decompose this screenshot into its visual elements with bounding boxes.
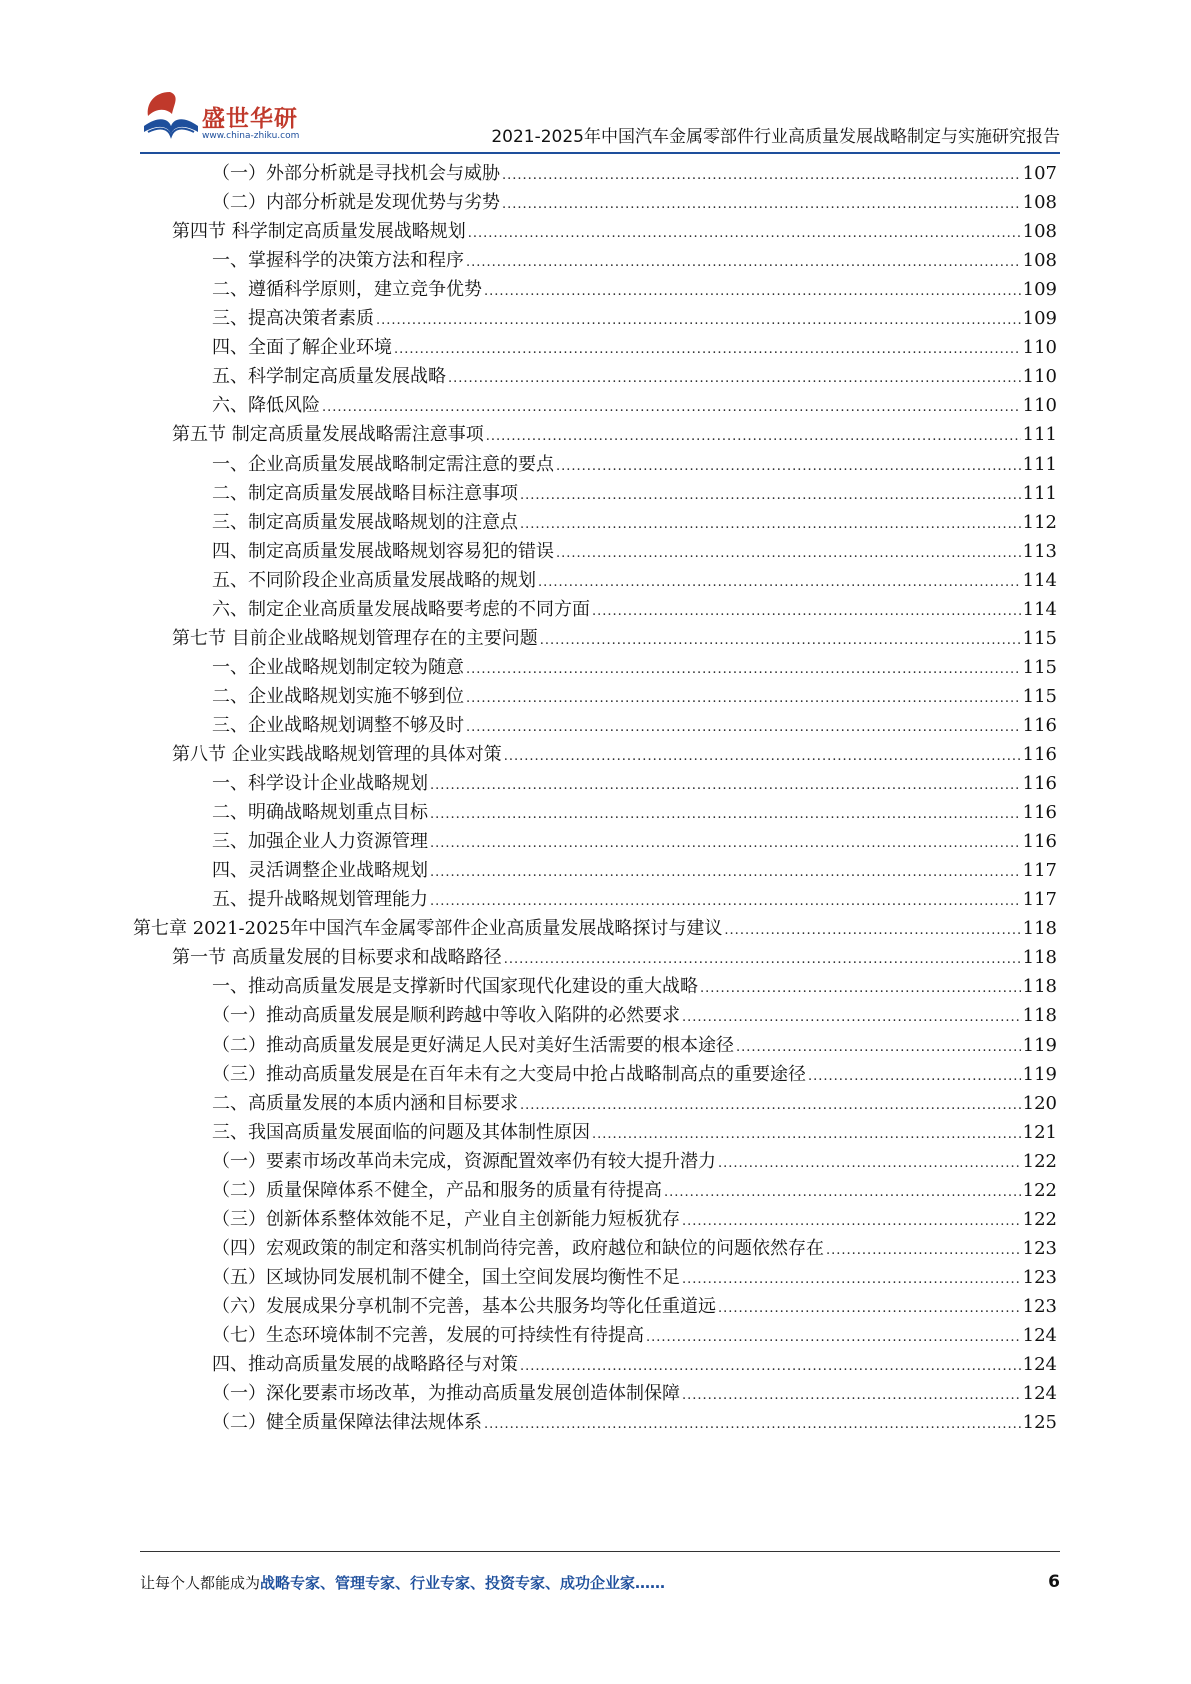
- logo-url: www.china-zhiku.com: [202, 131, 300, 141]
- toc-entry-title: 二、遵循科学原则，建立竞争优势: [212, 279, 482, 301]
- toc-entry-title: （二）健全质量保障法律法规体系: [212, 1412, 482, 1434]
- toc-entry[interactable]: [212, 972, 1057, 1003]
- toc-entry-title: （四）宏观政策的制定和落实机制尚待完善，政府越位和缺位的问题依然存在: [212, 1237, 824, 1259]
- toc-leader-dots: [504, 952, 1021, 967]
- toc-entry-page: 114: [1022, 598, 1057, 620]
- toc-leader-dots: [540, 633, 1021, 648]
- toc-entry[interactable]: [212, 595, 1057, 626]
- toc-entry-title: （一）要素市场改革尚未完成，资源配置效率仍有较大提升潜力: [212, 1150, 716, 1172]
- toc-entry[interactable]: [212, 1292, 1057, 1323]
- toc-entry[interactable]: [212, 1321, 1057, 1352]
- toc-entry[interactable]: [172, 624, 1057, 655]
- toc-entry-page: 115: [1022, 685, 1057, 707]
- toc-entry[interactable]: [172, 740, 1057, 771]
- company-logo: [140, 86, 310, 146]
- toc-entry-page: 109: [1022, 308, 1057, 330]
- toc-entry-page: 115: [1022, 627, 1057, 649]
- toc-entry-page: 123: [1022, 1266, 1057, 1288]
- toc-entry-title: 第五节 制定高质量发展战略需注意事项: [172, 424, 484, 446]
- toc-entry-page: 108: [1022, 250, 1057, 272]
- logo-name: 盛世华研: [202, 106, 298, 132]
- toc-entry-title: （三）创新体系整体效能不足，产业自主创新能力短板犹存: [212, 1208, 680, 1230]
- footer-divider: [140, 1551, 1060, 1552]
- toc-entry-page: 124: [1022, 1383, 1057, 1405]
- toc-entry-title: 第四节 科学制定高质量发展战略规划: [172, 221, 466, 243]
- toc-entry[interactable]: [212, 1147, 1057, 1178]
- logo-book-icon: [140, 86, 202, 146]
- report-title: 2021-2025年中国汽车金属零部件行业高质量发展战略制定与实施研究报告: [491, 127, 1060, 147]
- toc-entry-title: 四、推动高质量发展的战略路径与对策: [212, 1354, 518, 1376]
- toc-leader-dots: [394, 342, 1021, 357]
- toc-leader-dots: [592, 1127, 1021, 1142]
- toc-entry-page: 114: [1022, 569, 1057, 591]
- toc-entry[interactable]: [212, 391, 1057, 422]
- toc-entry[interactable]: [212, 159, 1057, 190]
- toc-entry-title: 二、企业战略规划实施不够到位: [212, 685, 464, 707]
- toc-entry-page: 120: [1022, 1092, 1057, 1114]
- toc-entry-title: 一、科学设计企业战略规划: [212, 773, 428, 795]
- toc-entry-title: 三、制定高质量发展战略规划的注意点: [212, 511, 518, 533]
- toc-entry[interactable]: [212, 479, 1057, 510]
- toc-entry-page: 110: [1022, 337, 1057, 359]
- toc-entry[interactable]: [212, 450, 1057, 481]
- toc-entry-page: 124: [1022, 1325, 1057, 1346]
- toc-entry-page: 109: [1022, 279, 1057, 301]
- toc-entry[interactable]: [212, 246, 1057, 277]
- toc-leader-dots: [682, 1388, 1021, 1403]
- toc-entry-title: （五）区域协同发展机制不健全，国土空间发展均衡性不足: [212, 1266, 680, 1288]
- toc-entry-title: 二、制定高质量发展战略目标注意事项: [212, 482, 518, 504]
- toc-entry[interactable]: [212, 362, 1057, 393]
- toc-leader-dots: [826, 1243, 1021, 1258]
- toc-entry-page: 108: [1022, 221, 1057, 243]
- toc-entry-page: 111: [1022, 453, 1057, 475]
- toc-entry-page: 110: [1022, 366, 1057, 388]
- toc-entry-title: 第一节 高质量发展的目标要求和战略路径: [172, 947, 502, 969]
- toc-entry-page: 122: [1022, 1179, 1057, 1201]
- toc-entry-page: 122: [1022, 1208, 1057, 1230]
- toc-entry-title: （一）推动高质量发展是顺利跨越中等收入陷阱的必然要求: [212, 1005, 680, 1027]
- toc-entry-title: 三、我国高质量发展面临的问题及其体制性原因: [212, 1121, 590, 1143]
- toc-entry-title: 一、企业高质量发展战略制定需注意的要点: [212, 453, 554, 475]
- toc-entry[interactable]: [212, 856, 1057, 887]
- header-divider: [140, 152, 1060, 154]
- toc-entry[interactable]: [133, 914, 1057, 945]
- toc-leader-dots: [502, 168, 1021, 183]
- toc-entry-title: 一、掌握科学的决策方法和程序: [212, 250, 464, 272]
- toc-entry[interactable]: [172, 420, 1057, 451]
- toc-entry[interactable]: [212, 304, 1057, 335]
- toc-entry[interactable]: [212, 566, 1057, 597]
- toc-entry[interactable]: [212, 1234, 1057, 1265]
- toc-leader-dots: [556, 459, 1021, 474]
- toc-leader-dots: [538, 575, 1021, 590]
- toc-leader-dots: [430, 836, 1021, 851]
- toc-entry[interactable]: [172, 217, 1057, 248]
- toc-leader-dots: [322, 400, 1021, 415]
- toc-entry[interactable]: [172, 943, 1057, 974]
- toc-leader-dots: [520, 488, 1021, 503]
- toc-leader-dots: [520, 517, 1021, 532]
- toc-entry-title: 五、不同阶段企业高质量发展战略的规划: [212, 569, 536, 591]
- toc-entry-title: 第七节 目前企业战略规划管理存在的主要问题: [172, 627, 538, 649]
- toc-entry-title: （二）内部分析就是发现优势与劣势: [212, 192, 500, 214]
- toc-leader-dots: [430, 807, 1021, 822]
- toc-entry-page: 123: [1022, 1237, 1057, 1259]
- toc-entry[interactable]: [212, 1060, 1057, 1091]
- toc-entry-page: 117: [1022, 860, 1057, 882]
- page-number: 6: [1048, 1572, 1060, 1592]
- toc-leader-dots: [376, 313, 1021, 328]
- toc-entry-page: 123: [1022, 1295, 1057, 1317]
- toc-leader-dots: [466, 691, 1021, 706]
- toc-leader-dots: [664, 1185, 1021, 1200]
- toc-entry-title: （三）推动高质量发展是在百年未有之大变局中抢占战略制高点的重要途径: [212, 1063, 806, 1085]
- toc-leader-dots: [682, 1214, 1021, 1229]
- toc-entry-page: 117: [1022, 889, 1057, 911]
- toc-entry-title: 二、明确战略规划重点目标: [212, 802, 428, 824]
- toc-entry-page: 116: [1022, 744, 1057, 765]
- toc-leader-dots: [504, 749, 1021, 764]
- toc-entry[interactable]: [212, 508, 1057, 539]
- toc-entry-page: 111: [1022, 482, 1057, 504]
- toc-entry-title: 二、高质量发展的本质内涵和目标要求: [212, 1092, 518, 1114]
- toc-entry[interactable]: [212, 1408, 1057, 1439]
- toc-entry-title: 五、提升战略规划管理能力: [212, 889, 428, 911]
- toc-entry[interactable]: [212, 333, 1057, 364]
- toc-leader-dots: [718, 1156, 1021, 1171]
- toc-entry-page: 116: [1022, 802, 1057, 824]
- toc-entry-page: 112: [1022, 511, 1057, 533]
- toc-leader-dots: [484, 1417, 1021, 1432]
- toc-entry-title: （七）生态环境体制不完善，发展的可持续性有待提高: [212, 1325, 644, 1346]
- toc-entry[interactable]: [212, 537, 1057, 568]
- toc-entry[interactable]: [212, 1350, 1057, 1381]
- toc-leader-dots: [486, 429, 1021, 444]
- toc-entry-page: 119: [1022, 1063, 1057, 1085]
- footer-slogan-highlight: 战略专家、管理专家、行业专家、投资专家、成功企业家……: [260, 1574, 666, 1592]
- toc-entry-title: （六）发展成果分享机制不完善，基本公共服务均等化任重道远: [212, 1295, 716, 1317]
- toc-entry[interactable]: [212, 885, 1057, 916]
- toc-entry-title: （一）外部分析就是寻找机会与威胁: [212, 163, 500, 184]
- page-footer: [140, 1572, 1060, 1600]
- toc-entry-page: 118: [1022, 918, 1057, 940]
- toc-entry[interactable]: [212, 275, 1057, 306]
- toc-entry-title: （二）质量保障体系不健全，产品和服务的质量有待提高: [212, 1179, 662, 1201]
- toc-entry-page: 116: [1022, 831, 1057, 853]
- toc-entry-title: （二）推动高质量发展是更好满足人民对美好生活需要的根本途径: [212, 1034, 734, 1056]
- toc-entry-title: 三、提高决策者素质: [212, 308, 374, 330]
- toc-entry-page: 116: [1022, 714, 1057, 736]
- toc-entry-page: 115: [1022, 656, 1057, 678]
- toc-leader-dots: [466, 255, 1021, 270]
- toc-entry-page: 125: [1022, 1412, 1057, 1434]
- toc-leader-dots: [430, 894, 1021, 909]
- toc-entry-page: 108: [1022, 192, 1057, 214]
- toc-entry[interactable]: [212, 1031, 1057, 1062]
- toc-leader-dots: [448, 371, 1021, 386]
- toc-leader-dots: [502, 197, 1021, 212]
- toc-leader-dots: [592, 604, 1021, 619]
- toc-entry-title: 一、企业战略规划制定较为随意: [212, 656, 464, 678]
- toc-entry-title: 六、降低风险: [212, 395, 320, 417]
- toc-entry-page: 110: [1022, 395, 1057, 417]
- toc-entry-page: 113: [1022, 540, 1057, 562]
- toc-entry-page: 116: [1022, 773, 1057, 795]
- toc-entry[interactable]: [212, 1176, 1057, 1207]
- toc-entry[interactable]: [212, 1118, 1057, 1149]
- toc-leader-dots: [808, 1069, 1021, 1084]
- toc-entry-title: 四、灵活调整企业战略规划: [212, 860, 428, 882]
- toc-entry-title: 一、推动高质量发展是支撑新时代国家现代化建设的重大战略: [212, 976, 698, 998]
- toc-entry-page: 122: [1022, 1150, 1057, 1172]
- toc-entry[interactable]: [212, 1205, 1057, 1236]
- toc-leader-dots: [718, 1301, 1021, 1316]
- toc-leader-dots: [700, 981, 1021, 996]
- toc-entry-title: 六、制定企业高质量发展战略要考虑的不同方面: [212, 598, 590, 620]
- toc-leader-dots: [682, 1010, 1021, 1025]
- footer-slogan-lead: 让每个人都能成为: [140, 1574, 261, 1592]
- toc-leader-dots: [646, 1330, 1021, 1345]
- toc-entry-page: 119: [1022, 1034, 1057, 1056]
- toc-entry[interactable]: [212, 769, 1057, 800]
- toc-entry[interactable]: [212, 682, 1057, 713]
- toc-entry-page: 118: [1022, 1005, 1057, 1027]
- toc-leader-dots: [520, 1359, 1021, 1374]
- toc-leader-dots: [430, 865, 1021, 880]
- toc-entry[interactable]: [212, 1089, 1057, 1120]
- toc-entry-page: 124: [1022, 1354, 1057, 1376]
- toc-entry-page: 121: [1022, 1121, 1057, 1143]
- toc-entry-page: 118: [1022, 976, 1057, 998]
- toc-entry[interactable]: [212, 827, 1057, 858]
- toc-entry-title: 五、科学制定高质量发展战略: [212, 366, 446, 388]
- toc-leader-dots: [520, 1098, 1021, 1113]
- toc-entry-title: 四、制定高质量发展战略规划容易犯的错误: [212, 540, 554, 562]
- toc-entry-title: （一）深化要素市场改革，为推动高质量发展创造体制保障: [212, 1383, 680, 1405]
- toc-entry-page: 118: [1022, 947, 1057, 969]
- toc-entry[interactable]: [212, 1263, 1057, 1294]
- toc-entry[interactable]: [212, 653, 1057, 684]
- toc-entry-title: 三、加强企业人力资源管理: [212, 831, 428, 853]
- toc-leader-dots: [556, 546, 1021, 561]
- toc-leader-dots: [468, 226, 1021, 241]
- toc-entry[interactable]: [212, 1001, 1057, 1032]
- toc-entry[interactable]: [212, 711, 1057, 742]
- toc-entry[interactable]: [212, 188, 1057, 219]
- toc-leader-dots: [682, 1272, 1021, 1287]
- page-header: [140, 78, 1060, 148]
- toc-leader-dots: [466, 720, 1021, 735]
- toc-entry-title: 三、企业战略规划调整不够及时: [212, 714, 464, 736]
- toc-entry-title: 第八节 企业实践战略规划管理的具体对策: [172, 744, 502, 765]
- toc-leader-dots: [736, 1040, 1021, 1055]
- toc-entry[interactable]: [212, 798, 1057, 829]
- toc-entry[interactable]: [212, 1379, 1057, 1410]
- toc-leader-dots: [466, 662, 1021, 677]
- toc-entry-title: 四、全面了解企业环境: [212, 337, 392, 359]
- toc-entry-page: 107: [1022, 163, 1057, 184]
- toc-leader-dots: [724, 923, 1020, 938]
- toc-leader-dots: [430, 778, 1021, 793]
- toc-leader-dots: [484, 284, 1021, 299]
- toc-entry-title: 第七章 2021-2025年中国汽车金属零部件企业高质量发展战略探讨与建议: [133, 918, 723, 940]
- toc-entry-page: 111: [1022, 424, 1057, 446]
